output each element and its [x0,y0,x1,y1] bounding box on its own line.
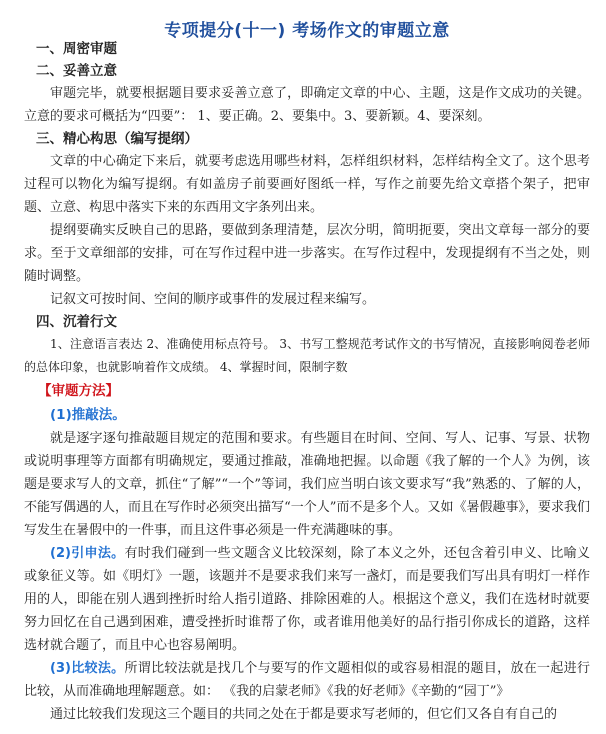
section-heading-4: 四、沉着行文 [36,314,117,330]
methods-tag: 【审题方法】 [38,383,119,399]
method-3-continuation: 通过比较我们发现这三个题目的共同之处在于都是要求写老师的，但它们又各自有自己的 [50,707,558,722]
method-2-paragraph [24,542,590,657]
page-title: 专项提分(十一) 考场作文的审题立意 [164,21,450,41]
section-2-paragraph: 审题完毕，就要根据题目要求妥善立意了，即确定文章的中心、主题，这是作文成功的关键。立意的要求可概括为“四要”： 1、要正确。2、要集中。3、要新颖。4、要深刻。 [24,86,590,124]
section-heading-2: 二、妥善立意 [36,63,117,79]
section-3-paragraph-2: 提纲要确实反映自己的思路，要做到条理清楚，层次分明，简明扼要，突出文章每一部分的要求。至于文章细部的安排，可在写作过程中进一步落实。在写作过程中，发现提纲有不当之处，则随时调整。 [24,223,590,284]
method-3-text: 所谓比较法就是找几个与要写的作文题相似的或容易相混的题目，放在一起进行比较，从而准确地理解题意。如： 《我的启蒙老师》《我的好老师》《辛勤的“园丁”》 [24,661,590,699]
method-1-paragraph: 就是逐字逐句推敲题目规定的范围和要求。有些题目在时间、空间、写人、记事、写景、状物或说明事理等方面都有明确规定，要通过推敲，准确地把握。以命题《我了解的一个人》为例，该题是要求写人的文章，抓住“了解”“一个”等词，我们应当明白该文要求写“我”熟悉的、了解的人，不能写偶遇的人，而且在写作时必须突出描写“一个人”而不是多个人。又如《暑假趣事》，要求我们写发生在暑假中的一件事，而且这件事必须是一件充满趣味的事。 [24,431,590,538]
method-1-label: (1)推敲法。 [50,407,126,423]
method-2-label: (2)引申法。 [50,546,125,561]
section-heading-3: 三、精心构思（编写提纲） [36,131,198,147]
section-3-paragraph-3: 记叙文可按时间、空间的顺序或事件的发展过程来编写。 [50,292,376,307]
section-3-paragraph-1: 文章的中心确定下来后，就要考虑选用哪些材料，怎样组织材料，怎样结构全文了。这个思考过程可以物化为编写提纲。有如盖房子前要画好图纸一样，写作之前要先给文章搭个架子，把审题、立意、构思中落实下来的东西用文字条列出来。 [24,154,590,215]
method-2-text: 有时我们碰到一些文题含义比较深刻，除了本义之外，还包含着引申义、比喻义或象征义等。如《明灯》一题，该题并不是要求我们来写一盏灯，而是要我们写出具有明灯一样作用的人，即能在别人遇到挫折时给人指引道路、排除困难的人。根据这个意义，我们在选材时就要努力回忆在自己遇到困难，遭受挫折时谁帮了你，或者谁用他美好的品行指引你成长的道路，这样选材就合题了，而且中心也容易阐明。 [24,546,590,653]
method-3-label: (3)比较法。 [50,661,125,676]
method-3-paragraph [24,657,590,703]
section-heading-1: 一、周密审题 [36,41,117,57]
section-4-paragraph: 1、注意语言表达 2、准确使用标点符号。 3、书写工整规范考试作文的书写情况，直接影响阅卷老师的总体印象，也就影响着作文成绩。 4、掌握时间，限制字数 [24,337,590,374]
